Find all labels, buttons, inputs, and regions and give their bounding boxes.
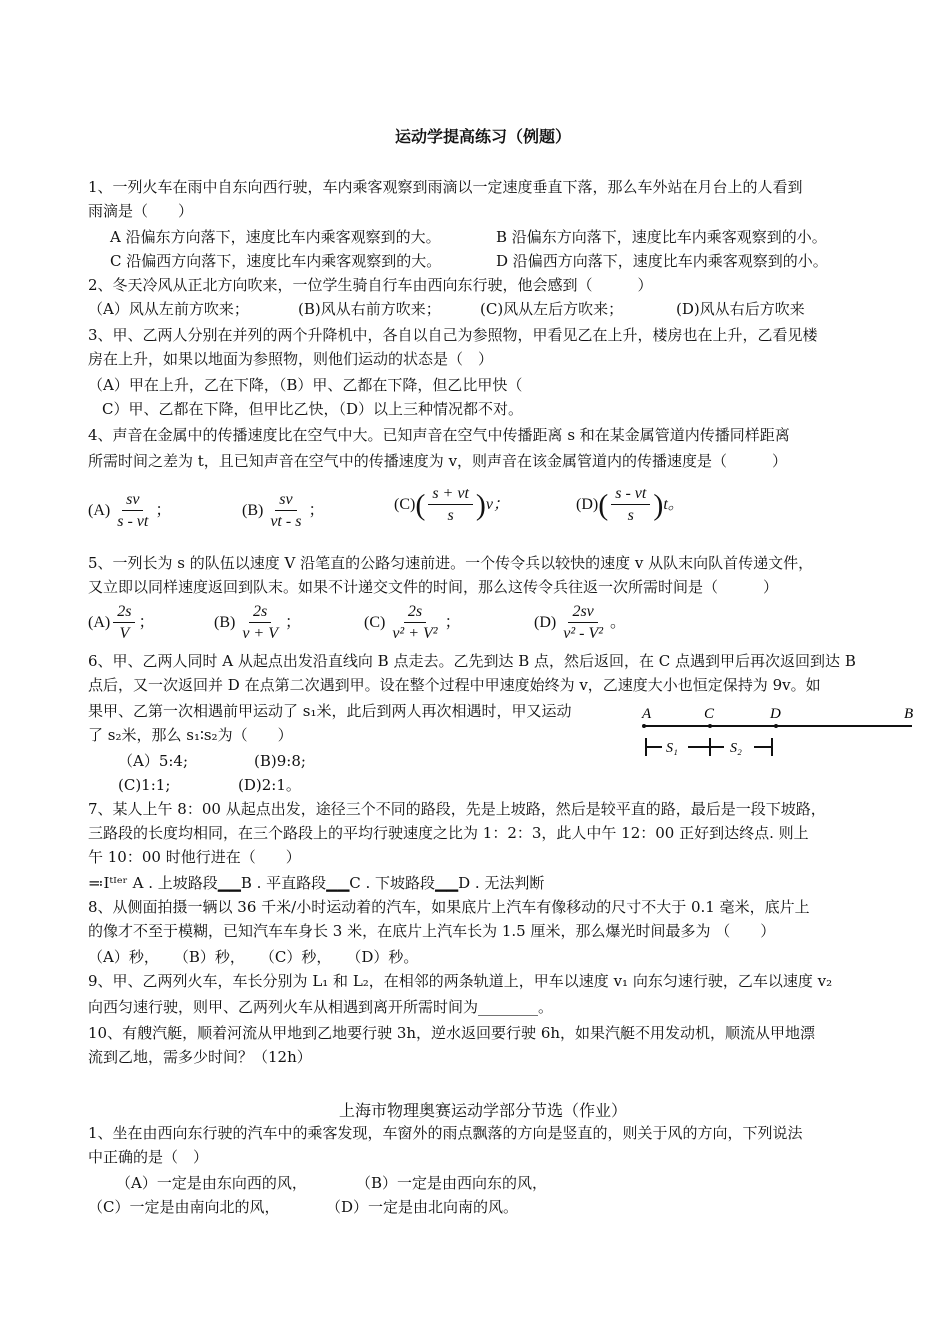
label-b: B [904,706,914,722]
q1-stem-line1: 1、一列火车在雨中自东向西行驶，车内乘客观察到雨滴以一定速度垂直下落，那么车外站在月台上的人看到 [88,178,803,196]
q6-stem-line2: 点后，又一次返回并 D 在点第二次遇到甲。设在整个过程中甲速度始终为 v，乙速度大小也恒定保持为 9v。如 [88,676,821,694]
q6-stem-line3: 果甲、乙第一次相遇前甲运动了 s₁米，此后到两人再次相遇时，甲又运动 [88,702,572,720]
section2-title: 上海市物理奥赛运动学部分节选（作业） [338,1101,627,1120]
q5-option-a: (A) $\frac{2s}{V}$ ； [88,603,155,642]
label-d: D [770,706,781,722]
page-title: 运动学提高练习（例题） [394,127,571,146]
q5-option-c: (C) $\frac{2s}{\text{v² + V²}}$ ； [364,603,461,642]
section2-q1-line2: 中正确的是（ ） [88,1148,209,1166]
q4-stem-line2: 所需时间之差为 t，且已知声音在空气中的传播速度为 v，则声音在该金属管道内的传播速度是（ ） [88,452,788,470]
section2-q1-option-a: （A）一定是由东向西的风， [116,1174,307,1192]
q4-stem-line1: 4、声音在金属中的传播速度比在空气中大。已知声音在空气中传播距离 s 和在某金属管道内传播同样距离 [88,426,790,444]
point-d [774,724,778,728]
q9-stem-line1: 9、甲、乙两列火车，车长分别为 L₁ 和 L₂，在相邻的两条轨道上，甲车以速度 v₁ 向东匀速行驶，乙车以速度 v₂ [88,972,833,990]
q8-stem-line2: 的像才不至于模糊，已知汽车车身长 3 米，在底片上汽车长为 1.5 厘米，那么爆光时间最多为 （ ） [88,922,776,940]
q1-option-d: D 沿偏西方向落下，速度比车内乘客观察到的小。 [496,252,828,270]
q7-options: ≕Iᵗᴵᵉʳ A . 上坡路段▁▁B . 平直路段▁▁C . 下坡路段▁▁D . 无法判断 [88,874,545,892]
q2-option-b: (B)风从右前方吹来； [298,300,441,318]
q2-option-c: (C)风从左后方吹来； [480,300,624,318]
q6-stem-line4: 了 s₂米，那么 s₁∶s₂为（ ） [88,726,293,744]
q7-stem-line1: 7、某人上午 8：00 从起点出发，途径三个不同的路段，先是上坡路，然后是较平直的路，最后是一段下坡路， [88,800,826,818]
q4-option-b: (B) $\frac{sv}{vt - s}$ ； [242,491,325,530]
q6-stem-line1: 6、甲、乙两人同时 A 从起点出发沿直线向 B 点走去。乙先到达 B 点，然后返回，在 C 点遇到甲后再次返回到达 B [88,652,856,670]
section2-q1-line1: 1、坐在由西向东行驶的汽车中的乘客发现，车窗外的雨点飘落的方向是竖直的，则关于风的方向，下列说法 [88,1124,803,1142]
q2-option-a: （A）风从左前方吹来； [88,300,249,318]
q6-option-d: (D)2:1。 [238,776,301,794]
q10-stem-line2: 流到乙地，需多少时间？（12h） [88,1048,312,1066]
q8-stem-line1: 8、从侧面拍摄一辆以 36 千米/小时运动着的汽车，如果底片上汽车有像移动的尺寸不大于 0.1 毫米，底片上 [88,898,810,916]
point-c [708,724,712,728]
section2-q1-option-b: （B）一定是由西向东的风， [356,1174,548,1192]
q4-option-d: (D)( $\frac{s - vt}{s}$ )t。 [576,485,684,524]
q2-stem: 2、冬天冷风从正北方向吹来，一位学生骑自行车由西向东行驶，他会感到（ ） [88,276,653,294]
q3-stem-line2: 房在上升，如果以地面为参照物，则他们运动的状态是（ ） [88,350,494,368]
label-c: C [704,706,715,722]
q4-option-c: (C)( $\frac{s + vt}{s}$ )v； [394,485,510,524]
q7-stem-line2: 三路段的长度均相同，在三个路段上的平均行驶速度之比为 1：2：3，此人中午 12：00 正好到达终点. 则上 [88,824,809,842]
q6-option-b: (B)9:8; [254,752,306,770]
q7-stem-line3: 午 10：00 时他行进在（ ） [88,848,301,866]
q3-options-line1: （A）甲在上升，乙在下降，（B）甲、乙都在下降，但乙比甲快（ [88,376,523,394]
q5-stem-line1: 5、一列长为 s 的队伍以速度 V 沿笔直的公路匀速前进。一个传令兵以较快的速度 v 从队末向队首传递文件， [88,554,814,572]
section2-q1-option-d: （D）一定是由北向南的风。 [326,1198,519,1216]
q3-options-line2: C）甲、乙都在下降，但甲比乙快，（D）以上三种情况都不对。 [102,400,524,418]
q5-stem-line2: 又立即以同样速度返回到队末。如果不计递交文件的时间，那么这传令兵往返一次所需时间是（ ） [88,578,779,596]
q4-option-a: (A) $\frac{sv}{s - vt}$ ； [88,491,172,530]
q8-options: （A）秒， （B）秒， （C）秒， （D）秒。 [88,948,419,966]
q6-line-diagram [638,700,918,770]
q1-option-c: C 沿偏西方向落下，速度比车内乘客观察到的大。 [110,252,442,270]
label-a: A [642,706,652,722]
point-a [642,724,646,728]
label-s1: S₁ [666,741,678,756]
q1-option-a: A 沿偏东方向落下，速度比车内乘客观察到的大。 [110,228,441,246]
q3-stem-line1: 3、甲、乙两人分别在并列的两个升降机中，各自以自己为参照物，甲看见乙在上升，楼房也在上升，乙看见楼 [88,326,818,344]
q1-stem-line2: 雨滴是（ ） [88,202,194,220]
q2-option-d: (D)风从右后方吹来 [676,300,805,318]
q10-stem-line1: 10、有艘汽艇，顺着河流从甲地到乙地要行驶 3h，逆水返回要行驶 6h，如果汽艇不用发动机，顺流从甲地漂 [88,1024,816,1042]
q5-option-b: (B) $\frac{2s}{v + V}$ ； [214,603,302,642]
q6-option-a: （A）5:4; [118,752,189,770]
q9-stem-line2: 向西匀速行驶，则甲、乙两列火车从相遇到离开所需时间为________。 [88,998,554,1016]
q1-option-b: B 沿偏东方向落下，速度比车内乘客观察到的小。 [496,228,827,246]
label-s2: S₂ [730,741,742,756]
q6-option-c: (C)1:1; [118,776,171,794]
section2-q1-option-c: （C）一定是由南向北的风， [88,1198,280,1216]
q5-option-d: (D) $\frac{2sv}{\text{v² - V²}}$ 。 [534,603,627,642]
